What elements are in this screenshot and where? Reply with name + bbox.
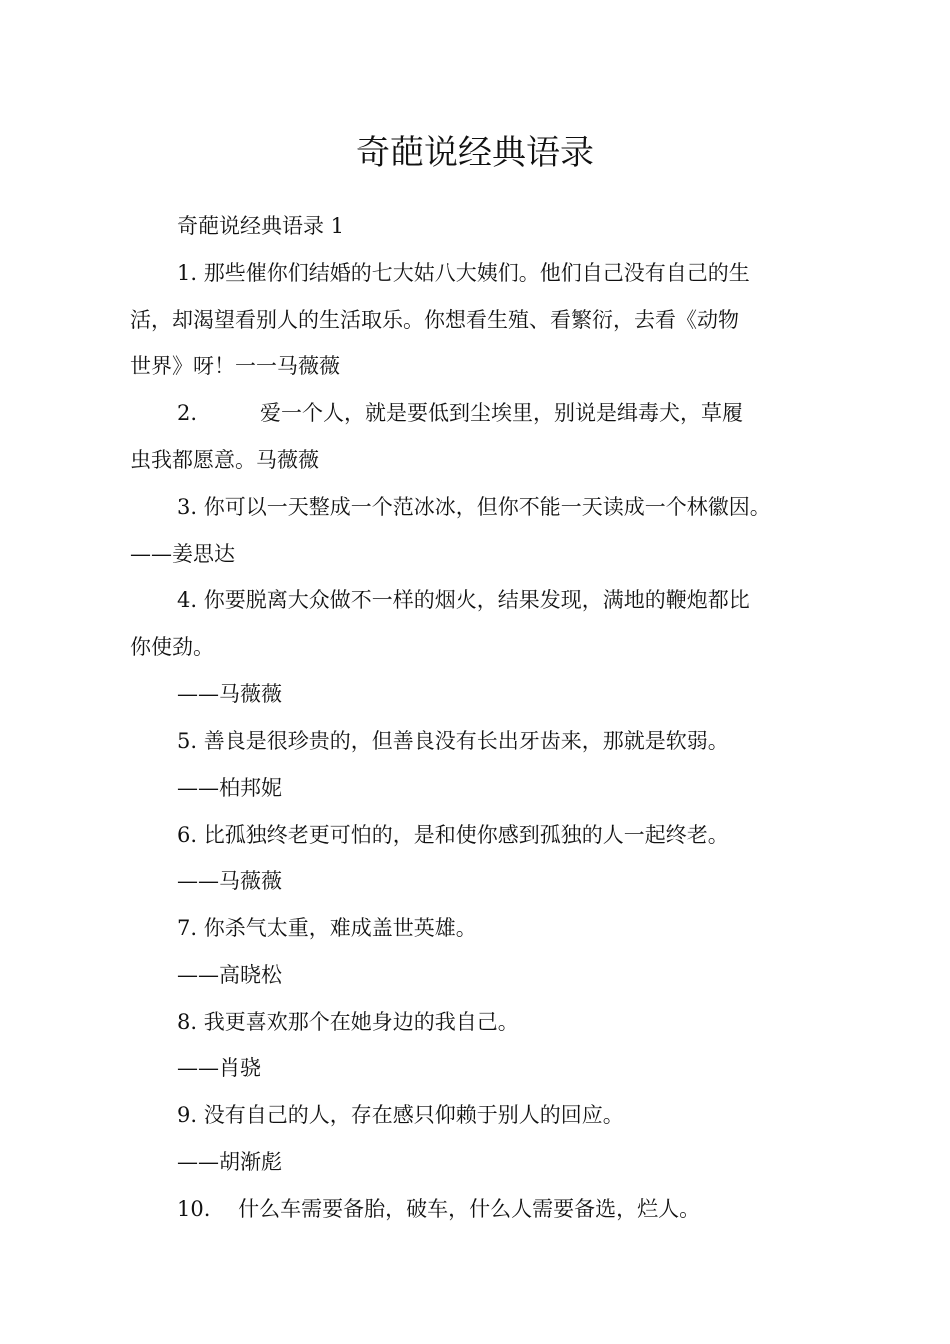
quote-3-attribution: ——姜思达 (130, 542, 235, 566)
quote-6-attribution: ——马薇薇 (177, 869, 282, 893)
quote-4-line-2: 你使劲。 (130, 635, 214, 659)
quote-4-line-1: 4. 你要脱离大众做不一样的烟火，结果发现，满地的鞭炮都比 (177, 588, 750, 612)
quote-7-line-1: 7. 你杀气太重，难成盖世英雄。 (177, 916, 477, 940)
quote-2-line-2: 虫我都愿意。马薇薇 (130, 448, 319, 472)
quote-7-attribution: ——高晓松 (177, 963, 282, 987)
quote-2-line-1: 2. 爱一个人，就是要低到尘埃里，别说是缉毒犬，草履 (177, 401, 744, 425)
quote-6-line-1: 6. 比孤独终老更可怕的，是和使你感到孤独的人一起终老。 (177, 823, 729, 847)
quote-8-attribution: ——肖骁 (177, 1056, 261, 1080)
quote-1-line-2: 活，却渴望看别人的生活取乐。你想看生殖、看繁衍，去看《动物 (130, 308, 739, 332)
quote-5-attribution: ——柏邦妮 (177, 776, 282, 800)
quote-1-line-1: 1. 那些催你们结婚的七大姑八大姨们。他们自己没有自己的生 (177, 261, 750, 285)
quote-10-line-1: 10. 什么车需要备胎，破车，什么人需要备选，烂人。 (177, 1197, 701, 1221)
quote-4-attribution: ——马薇薇 (177, 682, 282, 706)
quote-1-line-3: 世界》呀！一一马薇薇 (130, 354, 340, 378)
quote-8-line-1: 8. 我更喜欢那个在她身边的我自己。 (177, 1010, 519, 1034)
quote-5-line-1: 5. 善良是很珍贵的，但善良没有长出牙齿来，那就是软弱。 (177, 729, 729, 753)
quote-3-line-1: 3. 你可以一天整成一个范冰冰，但你不能一天读成一个林徽因。 (177, 495, 771, 519)
quote-9-attribution: ——胡渐彪 (177, 1150, 282, 1174)
quote-9-line-1: 9. 没有自己的人，存在感只仰赖于别人的回应。 (177, 1103, 624, 1127)
section-heading: 奇葩说经典语录 1 (177, 214, 345, 238)
document-title: 奇葩说经典语录 (356, 133, 594, 173)
